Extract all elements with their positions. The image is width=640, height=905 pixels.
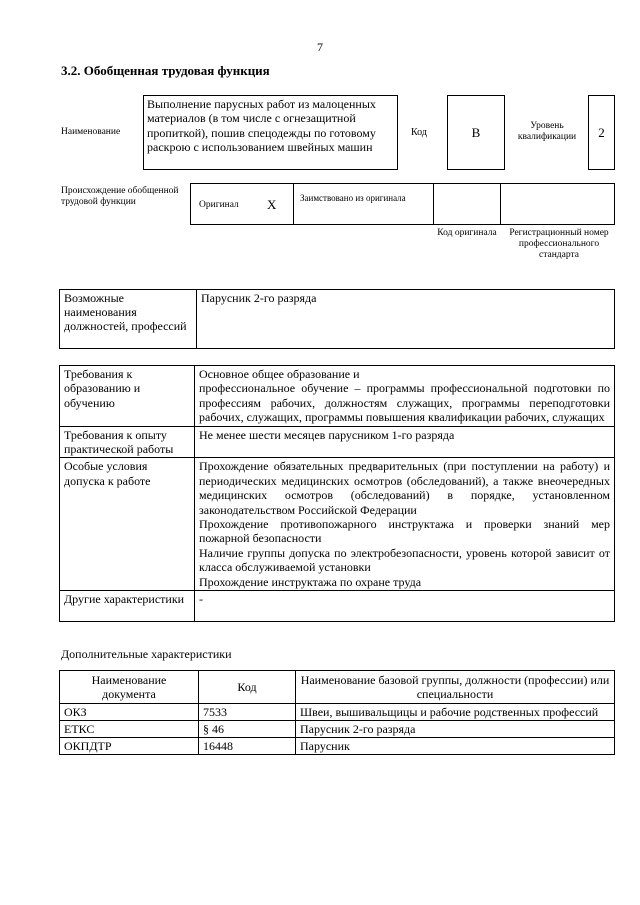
extra-cell: § 46 (199, 721, 296, 738)
level-value: 2 (588, 95, 615, 170)
name-label: Наименование (61, 127, 121, 137)
origin-label: Происхождение обобщенной трудовой функции (61, 186, 179, 207)
original-label: Оригинал (199, 200, 239, 210)
table-row (60, 458, 615, 591)
table-row (60, 591, 615, 622)
extra-cell: ЕТКС (60, 721, 199, 738)
req-value-education (195, 366, 615, 427)
code-value: В (447, 95, 505, 170)
req-label-education: Требования к образованию и обучению (60, 366, 195, 427)
extra-title: Дополнительные характеристики (61, 647, 232, 661)
extra-table (59, 670, 615, 755)
req-line: Не менее шести месяцев парусником 1-го разряда (199, 427, 455, 442)
req-value-other (195, 591, 615, 622)
req-line: Наличие группы допуска по электробезопасности, уровень которой зависит от класса обслуживаемой установки (199, 545, 610, 575)
table-row (60, 366, 615, 427)
req-line: Прохождение инструктажа по охране труда (199, 574, 422, 589)
extra-header-code: Код (199, 671, 296, 704)
extra-cell: ОКЗ (60, 704, 199, 721)
req-label-other: Другие характеристики (60, 591, 195, 622)
extra-cell: ОКПДТР (60, 738, 199, 755)
borrowed-label: Заимствовано из оригинала (300, 193, 406, 203)
extra-header-doc: Наименование документа (60, 671, 199, 704)
req-label-experience: Требования к опыту практической работы (60, 426, 195, 458)
req-line: Основное общее образование и (199, 367, 360, 381)
positions-label: Возможные наименования должностей, профессий (60, 290, 197, 349)
table-row (60, 426, 615, 458)
code-label: Код (411, 127, 427, 138)
req-line: Прохождение обязательных предварительных (при поступлении на работу) и периодических медицинских осмотров (обследований), а также внеочередных медицинских осмотров (обследований) в порядке, установленном законодательством Российской Федерации (199, 459, 610, 517)
origin-reg-cell (500, 183, 615, 225)
table-row (60, 704, 615, 721)
positions-value: Парусник 2-го разряда (197, 290, 615, 349)
req-line: профессиональное обучение – программы профессиональной подготовки по профессиям рабочих, должностям служащих, программы переподготовки рабочих, служащих, программы повышения квалификации рабочих, служащих (199, 381, 610, 425)
extra-cell: Парусник 2-го разряда (296, 721, 615, 738)
extra-cell: 7533 (199, 704, 296, 721)
level-label: Уровень квалификации (517, 121, 577, 142)
section-title: 3.2. Обобщенная трудовая функция (61, 63, 270, 78)
original-mark: X (267, 197, 277, 212)
table-header-row (60, 671, 615, 704)
origin-borrowed-cell (293, 183, 434, 225)
req-line: - (199, 592, 203, 607)
requirements-table (59, 365, 615, 622)
req-value-admission (195, 458, 615, 591)
positions-table (59, 289, 615, 349)
page-number: 7 (317, 40, 323, 54)
req-line: Прохождение противопожарного инструктажа и проверки знаний мер пожарной безопасности (199, 517, 610, 546)
code-caption: Код оригинала (437, 228, 497, 238)
extra-header-name: Наименование базовой группы, должности (профессии) или специальности (296, 671, 615, 704)
extra-cell: Швеи, вышивальщицы и рабочие родственных профессий (296, 704, 615, 721)
req-value-experience (195, 426, 615, 458)
table-row (60, 721, 615, 738)
extra-cell: 16448 (199, 738, 296, 755)
function-name-value: Выполнение парусных работ из малоценных материалов (в том числе с огнезащитной пропиткой), пошив спецодежды по готовому раскрою с использованием швейных машин (143, 95, 398, 170)
extra-cell: Парусник (296, 738, 615, 755)
table-row (60, 738, 615, 755)
origin-code-cell (433, 183, 501, 225)
reg-caption: Регистрационный номер профессионального стандарта (509, 228, 609, 260)
origin-original-cell (190, 183, 294, 225)
req-label-admission: Особые условия допуска к работе (60, 458, 195, 591)
